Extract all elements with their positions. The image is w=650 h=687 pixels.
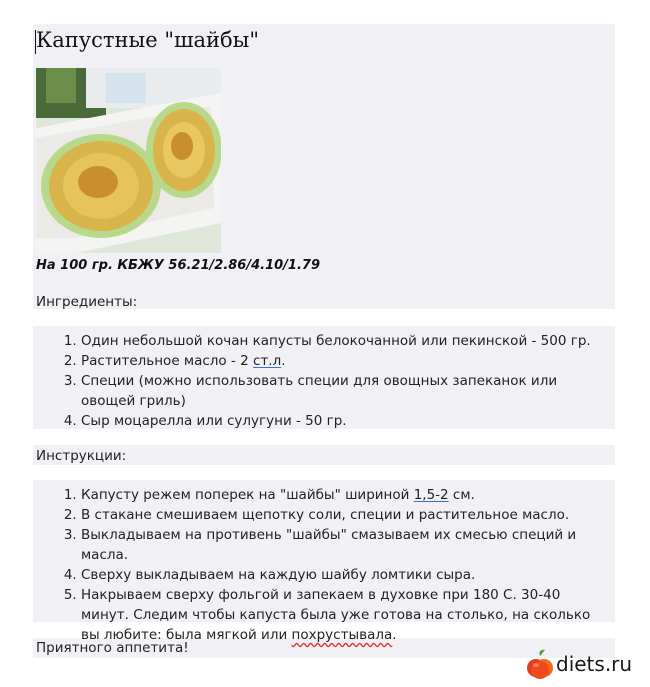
closing-text: Приятного аппетита! — [36, 640, 189, 656]
list-item: 2. В стакане смешиваем щепотку соли, специи и растительное масло. — [81, 505, 611, 525]
list-item: 4. Сверху выкладываем на каждую шайбу ломтики сыра. — [81, 565, 611, 585]
list-item: 2. Растительное масло - 2 ст.л. — [81, 351, 601, 371]
list-item: 5. Накрываем сверху фольгой и запекаем в духовке при 180 С. 30-40 минут. Следим чтобы капуста была уже готова на столько, на сколько вы любите: была мягкой или похрустывала. — [81, 585, 611, 645]
instructions-list — [52, 485, 611, 645]
nutrition-info: На 100 гр. КБЖУ 56.21/2.86/4.10/1.79 — [36, 258, 320, 273]
ingredients-heading: Ингредиенты: — [36, 294, 138, 310]
list-item: 1. Один небольшой кочан капусты белокочанной или пекинской - 500 гр. — [81, 331, 601, 351]
ingredients-list — [52, 331, 601, 431]
logo-text: diets.ru — [556, 652, 633, 676]
list-item: 1. Капусту режем поперек на "шайбы" шириной 1,5-2 см. — [81, 485, 611, 505]
recipe-title: Капустные "шайбы" — [36, 28, 260, 52]
instructions-heading: Инструкции: — [36, 448, 127, 464]
list-item: 3. Выкладываем на противень "шайбы" смазываем их смесью специй и масла. — [81, 525, 611, 565]
list-item: 4. Сыр моцарелла или сулугуни - 50 гр. — [81, 411, 601, 431]
list-item: 3. Специи (можно использовать специи для овощных запеканок или овощей гриль) — [81, 371, 601, 411]
site-logo — [526, 646, 646, 682]
recipe-photo — [36, 68, 221, 253]
apple-icon — [526, 648, 554, 680]
